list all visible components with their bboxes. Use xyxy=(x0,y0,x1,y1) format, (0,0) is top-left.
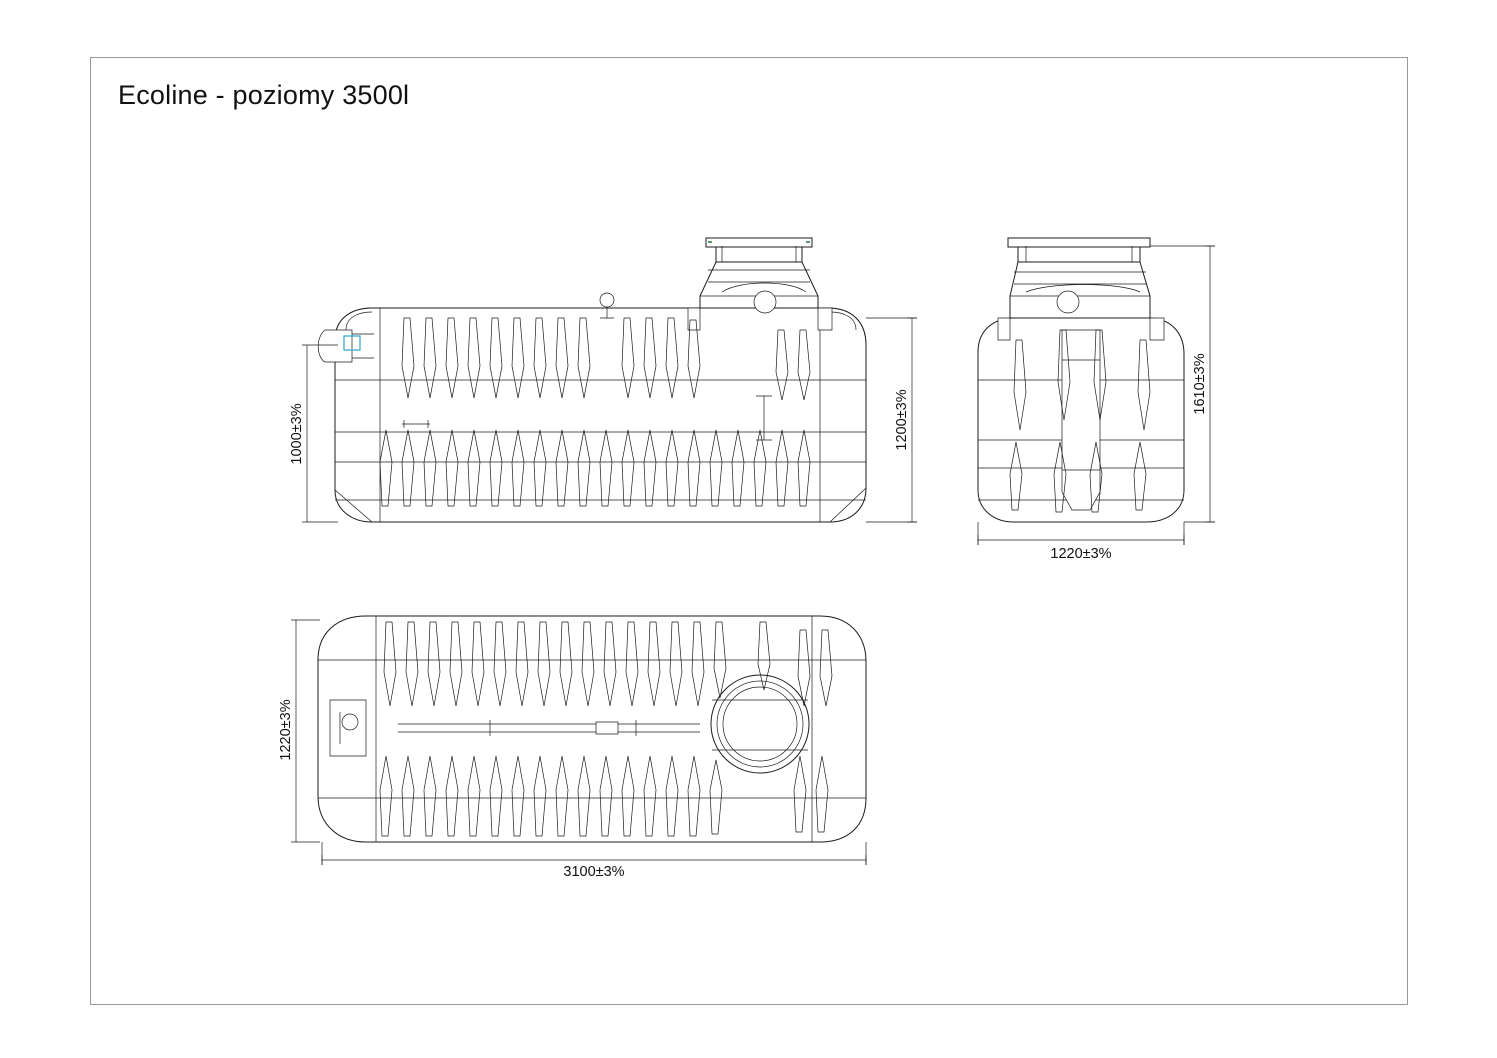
dim-side-right xyxy=(866,318,917,522)
top-view xyxy=(278,616,866,880)
dim-side-left xyxy=(289,345,338,522)
page-title: Ecoline - poziomy 3500l xyxy=(118,80,410,110)
dim-top-bottom xyxy=(322,842,866,880)
dim-label-top-left: 1220±3% xyxy=(278,699,294,761)
dim-label-side-right: 1200±3% xyxy=(894,389,910,451)
end-view xyxy=(978,238,1215,562)
dim-end-bottom xyxy=(978,522,1184,562)
dim-label-top-bottom: 3100±3% xyxy=(563,864,625,880)
side-view xyxy=(289,238,917,522)
dim-top-left xyxy=(278,620,320,842)
dim-label-side-left: 1000±3% xyxy=(289,403,305,465)
dim-label-end-bottom: 1220±3% xyxy=(1050,546,1112,562)
dim-label-end-right: 1610±3% xyxy=(1192,353,1208,415)
